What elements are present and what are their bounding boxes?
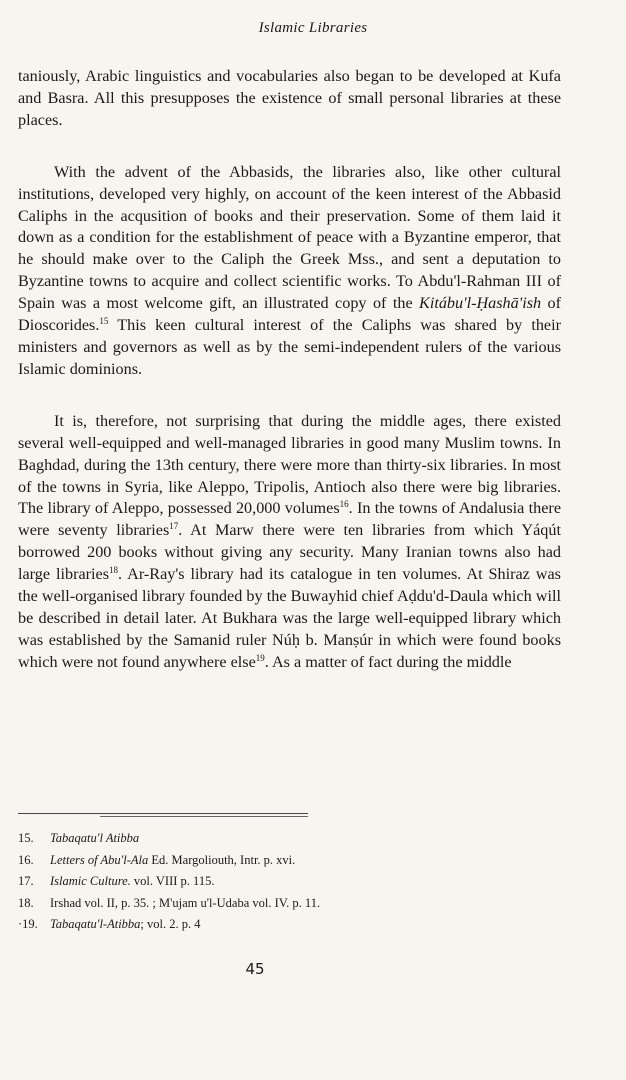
footnote-16 [18, 850, 578, 872]
page-number: 45 [245, 960, 265, 978]
footnote-title: Islamic Culture. [50, 874, 131, 888]
paragraph-2-text-b: of Dioscorides. [18, 294, 561, 335]
book-title-kitabul-hashaish: Kitábu'l-Ḥashā'ish [419, 294, 542, 313]
footnote-title: Tabaqatu'l-Atibba [50, 917, 141, 931]
footnote-text: ; vol. 2. p. 4 [140, 917, 201, 931]
footnote-text: Tabaqatu'l Atibba [50, 831, 140, 845]
footnote-ref-17: 17 [169, 521, 179, 532]
footnote-19 [18, 914, 578, 936]
body-text [18, 66, 561, 674]
paragraph-2 [18, 162, 561, 381]
footnote-number: 17. [18, 874, 34, 888]
footnote-number: 16. [18, 852, 34, 867]
footnote-ref-19: 19 [255, 652, 265, 663]
paragraph-2-text-c: This keen cultural interest of the Caliphs was shared by their ministers and governors as well as by the semi-independent rulers of the various Islamic dominions. [18, 316, 561, 378]
paragraph-3-text-5: . As a matter of fact during the middle [264, 652, 512, 671]
footnote-divider [18, 813, 308, 814]
footnote-title: Letters of Abu'l-Ala [50, 852, 149, 867]
paragraph-3-text-2: . In the towns of Andalusia there were seventy libraries [18, 499, 562, 540]
paragraph-3-text-4: . Ar-Ray's library had its catalogue in ten volumes. At Shiraz was the well-organised library founded by the Buwayhid chief Aḍdu'd-Daula which will be described in detail later. At Bukhara was the large well-equipped library which was established by the Samanid ruler Núḥ b. Manṣúr in which were found books which were not found anywhere else [18, 565, 561, 671]
footnote-text: Irshad vol. II, p. 35. ; M'ujam u'l-Udaba vol. IV. p. 11. [50, 895, 321, 910]
footnote-text: Ed. Margoliouth, Intr. p. xvi. [148, 852, 296, 867]
footnote-number: 15. [18, 831, 34, 845]
footnote-15 [18, 828, 578, 850]
footnote-divider-secondary [100, 816, 308, 817]
footnote-ref-18: 18 [109, 565, 119, 576]
paragraph-3-text-1: It is, therefore, not surprising that during the middle ages, there existed several well-equipped and well-managed libraries in good many Muslim towns. In Baghdad, during the 13th century, there were more than thirty-six libraries. In most of the towns in Syria, like Aleppo, Tripolis, Antioch also there were big libraries. The library of Aleppo, possessed 20,000 volumes [18, 411, 561, 518]
running-head: Islamic Libraries [258, 20, 368, 36]
footnote-number: 18. [18, 895, 34, 910]
footnote-ref-15: 15 [99, 316, 109, 327]
footnote-17 [18, 871, 578, 893]
paragraph-1: taniously, Arabic linguistics and vocabularies also began to be developed at Kufa and Basra. All this presupposes the existence of small personal libraries at these places. [18, 67, 561, 129]
footnotes [18, 828, 578, 936]
footnote-number: ·19. [18, 917, 38, 931]
paragraph-2-text-a: With the advent of the Abbasids, the libraries also, like other cultural institutions, developed very highly, on account of the keen interest of the Abbasid Caliphs in the acqusition of books and their preservation. Some of them laid it down as a condition for the establishment of peace with a Byzantine emperor, that he should make over to the Caliph the Greek Mss., and sent a deputation to Byzantine towns to acquire and collect scientific works. To Abdu'l-Rahman III of Spain was a most welcome gift, an illustrated copy of the [18, 162, 561, 313]
footnote-ref-16: 16 [339, 499, 349, 510]
paragraph-3 [18, 411, 561, 674]
footnote-18 [18, 893, 578, 915]
footnote-text: vol. VIII p. 115. [130, 874, 215, 888]
paragraph-3-text-3: . At Marw there were ten libraries from which Yáqút borrowed 200 books without giving any security. Many Iranian towns also had large libraries [18, 521, 561, 584]
